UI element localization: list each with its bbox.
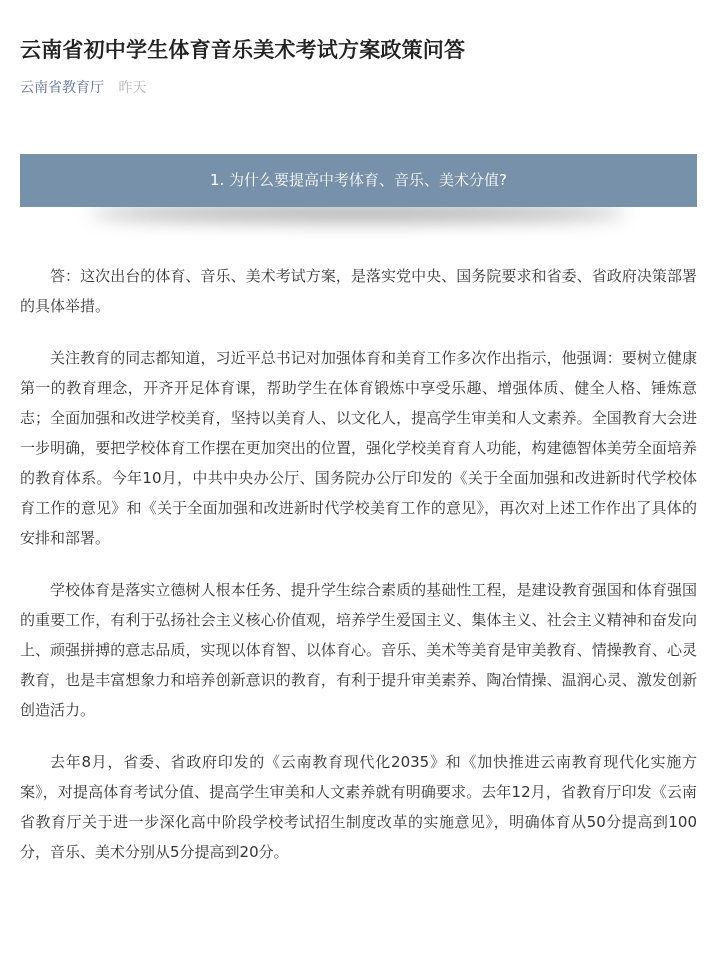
- article-title: 云南省初中学生体育音乐美术考试方案政策问答: [20, 38, 466, 62]
- article-meta: [20, 78, 697, 98]
- paragraph-policy-background: 关注教育的同志都知道，习近平总书记对加强体育和美育工作多次作出指示，他强调：要树立健康第一的教育理念，开齐开足体育课，帮助学生在体育锻炼中享受乐趣、增强体质、健全人格、锤炼意志；全面加强和改进学校美育，坚持以美育人、以文化人，提高学生审美和人文素养。全国教育大会进一步明确，要把学校体育工作摆在更加突出的位置，强化学校美育育人功能，构建德智体美劳全面培养的教育体系。今年10月，中共中央办公厅、国务院办公厅印发的《关于全面加强和改进新时代学校体育工作的意见》和《关于全面加强和改进新时代学校美育工作的意见》，再次对上述工作作出了具体的安排和部署。: [20, 349, 697, 547]
- question-banner: [20, 154, 697, 207]
- article-body: [20, 261, 697, 867]
- article: [20, 0, 697, 889]
- publish-time: 昨天: [118, 80, 147, 96]
- source-link[interactable]: 云南省教育厅: [20, 80, 104, 96]
- paragraph-provincial-requirements: 去年8月，省委、省政府印发的《云南教育现代化2035》和《加快推进云南教育现代化实施方案》，对提高体育考试分值、提高学生审美和人文素养就有明确要求。去年12月，省教育厅印发《云南省教育厅关于进一步深化高中阶段学校考试招生制度改革的实施意见》，明确体育从50分提高到100分，音乐、美术分别从5分提高到20分。: [20, 753, 697, 861]
- paragraph-school-sports: 学校体育是落实立德树人根本任务、提升学生综合素质的基础性工程，是建设教育强国和体育强国的重要工作，有利于弘扬社会主义核心价值观，培养学生爱国主义、集体主义、社会主义精神和奋发向上、顽强拼搏的意志品质，实现以体育智、以体育心。音乐、美术等美育是审美教育、情操教育、心灵教育，也是丰富想象力和培养创新意识的教育，有利于提升审美素养、陶冶情操、温润心灵、激发创新创造活力。: [20, 581, 697, 719]
- paragraph-answer: 答：这次出台的体育、音乐、美术考试方案，是落实党中央、国务院要求和省委、省政府决策部署的具体举措。: [20, 267, 697, 315]
- question-heading: 1. 为什么要提高中考体育、音乐、美术分值?: [20, 154, 697, 207]
